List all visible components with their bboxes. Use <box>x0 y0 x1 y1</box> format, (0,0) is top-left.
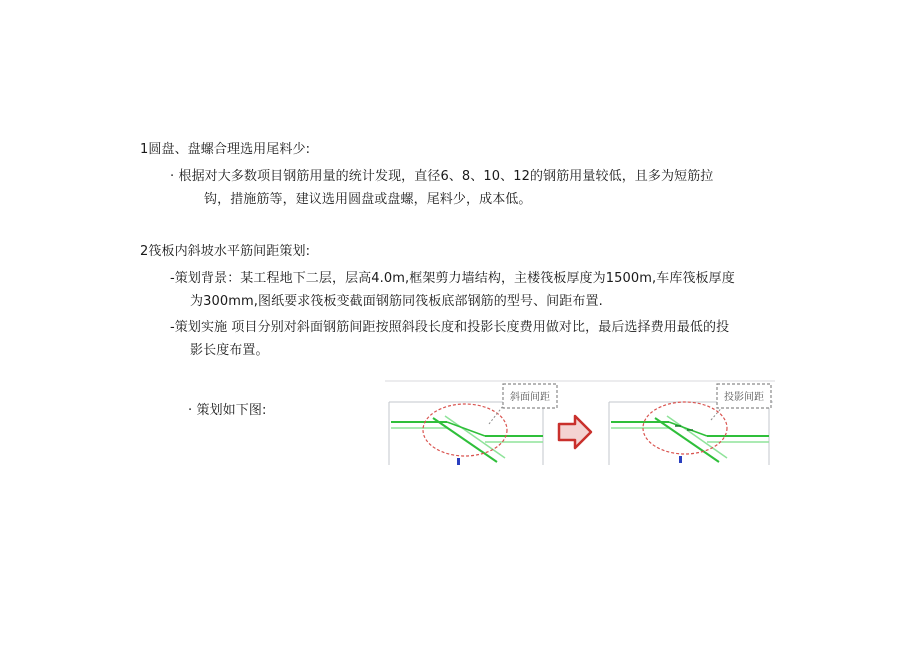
right-callout-text: 投影间距 <box>724 392 764 403</box>
left-callout-leader <box>489 406 503 424</box>
section1-heading: 1圆盘、盘螺合理选用尾料少: <box>140 142 311 157</box>
plan-label: · 策划如下图: <box>188 403 267 418</box>
right-panel <box>609 384 773 465</box>
section1-bullet-line1: · 根据对大多数项目钢筋用量的统计发现，直径6、8、10、12的钢筋用量较低，且多为短筋拉 <box>170 169 714 184</box>
section2-background-line1: -策划背景：某工程地下二层，层高4.0m,框架剪力墙结构，主楼筏板厚度为1500m,车库筏板厚度 <box>170 271 735 286</box>
left-marker <box>457 458 460 465</box>
section2-background-line2: 为300mm,图纸要求筏板变截面钢筋同筏板底部钢筋的型号、间距布置. <box>190 294 603 309</box>
right-rebar-link <box>669 422 707 436</box>
section2-heading: 2筏板内斜坡水平筋间距策划: <box>140 244 311 259</box>
right-arrow-icon <box>559 416 591 448</box>
section2-implementation-line2: 影长度布置。 <box>190 343 269 358</box>
section1-bullet-line2: 钩，措施筋等，建议选用圆盘或盘螺，尾料少，成本低。 <box>204 192 532 207</box>
left-panel <box>389 384 557 465</box>
transition-arrow <box>559 416 591 448</box>
left-callout-text: 斜面间距 <box>510 392 550 403</box>
section2-implementation-line1: -策划实施 项目分别对斜面钢筋间距按照斜段长度和投影长度费用做对比，最后选择费用最低的投 <box>170 320 730 335</box>
left-rebar-link <box>447 422 485 436</box>
rebar-spacing-diagram <box>385 380 775 465</box>
right-marker <box>679 456 682 463</box>
rebar-spacing-figure <box>385 380 775 465</box>
left-rebar-slope <box>433 418 497 462</box>
right-rebar-slope <box>655 418 719 462</box>
